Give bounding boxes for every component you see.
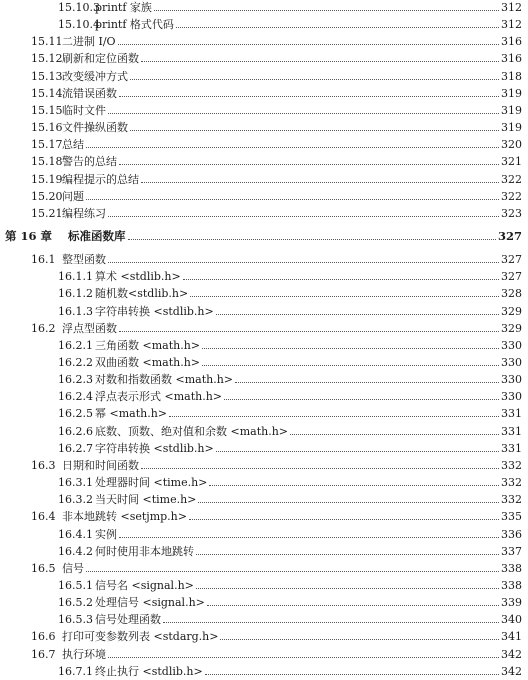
toc-entry-page: 340 xyxy=(501,613,522,627)
toc-entry[interactable] xyxy=(0,560,528,577)
toc-entry-number: 16.3 xyxy=(31,458,56,472)
dot-leader xyxy=(108,216,499,217)
toc-entry-page: 332 xyxy=(501,476,522,490)
toc-entry-title: 临时文件 xyxy=(62,103,106,117)
toc-entry-number: 16.4.1 xyxy=(58,527,93,541)
toc-entry[interactable] xyxy=(0,251,528,268)
toc-entry-title: 打印可变参数列表 <stdarg.h> xyxy=(62,630,219,644)
toc-entry-title: 双曲函数 <math.h> xyxy=(95,356,201,369)
toc-entry-number: 16.1.1 xyxy=(58,270,93,284)
dot-leader xyxy=(141,182,499,183)
toc-entry[interactable] xyxy=(0,457,528,474)
toc-entry-number: 15.11 xyxy=(31,35,63,49)
toc-entry-page: 312 xyxy=(501,1,522,14)
dot-leader xyxy=(196,554,499,555)
toc-entry-number: 15.12 xyxy=(31,52,63,66)
toc-entry[interactable] xyxy=(0,577,528,594)
toc-entry-page: 319 xyxy=(501,103,522,117)
toc-entry[interactable] xyxy=(0,440,528,457)
toc-entry-title: 总结 xyxy=(62,138,84,152)
dot-leader xyxy=(190,296,499,297)
toc-entry-page: 337 xyxy=(501,544,522,558)
toc-entry-number: 15.19 xyxy=(31,172,63,186)
toc-entry-title: 流错误函数 xyxy=(62,86,117,100)
toc-entry-title: 处理器时间 <time.h> xyxy=(95,476,208,490)
toc-entry[interactable] xyxy=(0,354,528,371)
toc-entry-page: 329 xyxy=(501,304,522,318)
toc-entry[interactable] xyxy=(0,285,528,302)
toc-entry[interactable] xyxy=(0,85,528,102)
toc-entry-title: 信号 xyxy=(62,561,84,575)
toc-entry-title: 整型函数 xyxy=(62,253,106,267)
dot-leader xyxy=(108,657,499,658)
toc-entry[interactable] xyxy=(0,611,528,628)
toc-entry-page: 341 xyxy=(501,630,522,644)
toc-entry-title: 何时使用非本地跳转 xyxy=(95,544,194,558)
toc-entry[interactable] xyxy=(0,205,528,222)
toc-entry-page: 321 xyxy=(501,155,522,169)
toc-entry[interactable] xyxy=(0,371,528,388)
toc-entry[interactable] xyxy=(0,153,528,170)
toc-entry-number: 16.2.2 xyxy=(58,356,93,369)
toc-entry-page: 339 xyxy=(501,596,522,610)
dot-leader xyxy=(141,61,499,62)
toc-entry-title: 幂 <math.h> xyxy=(95,407,168,421)
toc-entry[interactable] xyxy=(0,337,528,354)
toc-entry-number: 16.7.1 xyxy=(58,664,93,678)
toc-entry[interactable] xyxy=(0,119,528,136)
toc-entry[interactable] xyxy=(0,188,528,205)
dot-leader xyxy=(86,571,499,572)
toc-entry-page: 323 xyxy=(501,206,522,220)
toc-entry-page: 330 xyxy=(501,338,522,352)
toc-entry-page: 331 xyxy=(501,441,522,455)
toc-entry-number: 16.2.3 xyxy=(58,373,93,387)
toc-entry[interactable] xyxy=(0,50,528,67)
toc-entry-title: 字符串转换 <stdlib.h> xyxy=(95,441,214,455)
toc-entry[interactable] xyxy=(0,628,528,645)
dot-leader xyxy=(119,331,499,332)
toc-entry-title: 信号处理函数 xyxy=(95,613,161,627)
toc-entry-title: 非本地跳转 <setjmp.h> xyxy=(62,510,187,524)
toc-entry-title: 三角函数 <math.h> xyxy=(95,338,201,352)
dot-leader xyxy=(86,147,499,148)
toc-entry-title: 标准函数库 xyxy=(68,228,126,243)
dot-leader xyxy=(220,639,499,640)
toc-entry-page: 312 xyxy=(501,18,522,32)
toc-entry-title: 二进制 I/O xyxy=(62,35,116,49)
toc-entry-page: 327 xyxy=(501,253,522,267)
toc-entry-number: 16.2.4 xyxy=(58,390,93,404)
toc-entry-number: 16.1 xyxy=(31,253,56,267)
toc-entry-number: 15.21 xyxy=(31,206,63,220)
dot-leader xyxy=(189,519,499,520)
toc-entry-page: 329 xyxy=(501,321,522,335)
toc-entry-number: 16.2.5 xyxy=(58,407,93,421)
toc-entry-number: 15.14 xyxy=(31,86,63,100)
toc-entry[interactable] xyxy=(0,646,528,663)
toc-entry-page: 316 xyxy=(501,35,522,49)
toc-entry-page: 328 xyxy=(501,287,522,301)
toc-entry-number: 16.3.2 xyxy=(58,493,93,507)
toc-entry-number: 15.15 xyxy=(31,103,63,117)
dot-leader xyxy=(216,451,499,452)
dot-leader xyxy=(196,588,499,589)
toc-entry[interactable] xyxy=(0,228,528,245)
toc-entry-title: 算术 <stdlib.h> xyxy=(95,270,181,284)
toc-entry-number: 15.20 xyxy=(31,189,63,203)
toc-entry-page: 330 xyxy=(501,373,522,387)
toc-entry-number: 16.2 xyxy=(31,321,56,335)
toc-entry-title: 终止执行 <stdlib.h> xyxy=(95,664,203,678)
dot-leader xyxy=(290,434,499,435)
toc-entry-page: 320 xyxy=(501,138,522,152)
toc-entry-number: 16.2.6 xyxy=(58,424,93,438)
dot-leader xyxy=(119,537,499,538)
toc-entry-title: 浮点型函数 xyxy=(62,321,117,335)
toc-entry[interactable] xyxy=(0,33,528,50)
dot-leader xyxy=(198,502,499,503)
toc-entry-page: 331 xyxy=(501,407,522,421)
toc-entry-title: 编程练习 xyxy=(62,206,106,220)
toc-entry[interactable] xyxy=(0,16,528,33)
toc-entry-title: 当天时间 <time.h> xyxy=(95,493,197,507)
toc-entry[interactable] xyxy=(0,102,528,119)
toc-entry-number: 16.4 xyxy=(31,510,56,524)
dot-leader xyxy=(202,348,499,349)
dot-leader xyxy=(207,605,499,606)
toc-entry-number: 16.1.3 xyxy=(58,304,93,318)
toc-entry-page: 331 xyxy=(501,424,522,438)
dot-leader xyxy=(176,27,499,28)
toc-entry[interactable] xyxy=(0,268,528,285)
toc-entry-page: 319 xyxy=(501,121,522,135)
toc-entry[interactable] xyxy=(0,594,528,611)
toc-entry-page: 342 xyxy=(501,647,522,661)
dot-leader xyxy=(224,399,499,400)
dot-leader xyxy=(183,279,499,280)
toc-entry-title: 对数和指数函数 <math.h> xyxy=(95,373,234,387)
toc-entry[interactable] xyxy=(0,388,528,405)
dot-leader xyxy=(118,44,499,45)
toc-entry[interactable] xyxy=(0,0,528,16)
toc-entry[interactable] xyxy=(0,543,528,560)
toc-entry-number: 15.17 xyxy=(31,138,63,152)
toc-entry-page: 322 xyxy=(501,172,522,186)
toc-entry-title: 随机数<stdlib.h> xyxy=(95,287,189,301)
dot-leader xyxy=(163,622,499,623)
dot-leader xyxy=(154,10,499,11)
dot-leader xyxy=(119,96,499,97)
toc-entry-page: 327 xyxy=(497,228,522,243)
toc-entry-number: 16.5.3 xyxy=(58,613,93,627)
toc-entry[interactable] xyxy=(0,663,528,680)
toc-entry-title: 警告的总结 xyxy=(62,155,117,169)
toc-entry-page: 342 xyxy=(501,664,522,678)
toc-entry[interactable] xyxy=(0,508,528,525)
toc-entry-number: 16.7 xyxy=(31,647,56,661)
toc-entry-page: 335 xyxy=(501,510,522,524)
toc-entry-title: 文件操纵函数 xyxy=(62,121,128,135)
toc-entry-number: 15.16 xyxy=(31,121,63,135)
toc-entry-page: 318 xyxy=(501,69,522,83)
toc-entry-title: 执行环境 xyxy=(62,647,106,661)
toc-entry-number: 15.10.3 xyxy=(58,1,100,14)
toc-entry-title: printf 家族 xyxy=(95,1,152,14)
toc-entry-number: 16.2.1 xyxy=(58,338,93,352)
dot-leader xyxy=(169,416,499,417)
toc-entry-page: 332 xyxy=(501,493,522,507)
toc-entry-number: 16.6 xyxy=(31,630,56,644)
toc-entry-title: printf 格式代码 xyxy=(95,18,174,32)
toc-entry-title: 浮点表示形式 <math.h> xyxy=(95,390,223,404)
toc-entry-title: 刷新和定位函数 xyxy=(62,52,139,66)
toc-entry-page: 336 xyxy=(501,527,522,541)
toc-entry-number: 15.13 xyxy=(31,69,63,83)
toc-entry-title: 字符串转换 <stdlib.h> xyxy=(95,304,214,318)
toc-entry-number: 16.4.2 xyxy=(58,544,93,558)
dot-leader xyxy=(130,130,499,131)
toc-entry[interactable] xyxy=(0,303,528,320)
toc-entry-page: 330 xyxy=(501,356,522,369)
toc-entry-number: 16.1.2 xyxy=(58,287,93,301)
toc-entry-page: 316 xyxy=(501,52,522,66)
dot-leader xyxy=(86,199,499,200)
toc-entry[interactable] xyxy=(0,68,528,85)
toc-entry-number: 16.5.1 xyxy=(58,578,93,592)
toc-entry[interactable] xyxy=(0,474,528,491)
toc-entry-page: 322 xyxy=(501,189,522,203)
toc-entry-number: 16.5.2 xyxy=(58,596,93,610)
toc-entry[interactable] xyxy=(0,423,528,440)
toc-entry-title: 底数、顶数、绝对值和余数 <math.h> xyxy=(95,424,289,438)
dot-leader xyxy=(216,314,499,315)
dot-leader xyxy=(235,382,499,383)
toc-entry-title: 实例 xyxy=(95,527,117,541)
toc-entry-number: 16.2.7 xyxy=(58,441,93,455)
toc-entry[interactable] xyxy=(0,405,528,422)
toc-entry[interactable] xyxy=(0,136,528,153)
toc-entry[interactable] xyxy=(0,320,528,337)
toc-entry-number: 15.18 xyxy=(31,155,63,169)
dot-leader xyxy=(108,262,499,263)
toc-entry-page: 338 xyxy=(501,578,522,592)
toc-entry-title: 处理信号 <signal.h> xyxy=(95,596,205,610)
toc-entry-page: 338 xyxy=(501,561,522,575)
toc-entry-page: 332 xyxy=(501,458,522,472)
toc-entry-title: 信号名 <signal.h> xyxy=(95,578,194,592)
toc-entry-page: 319 xyxy=(501,86,522,100)
toc-entry-page: 327 xyxy=(501,270,522,284)
dot-leader xyxy=(209,485,499,486)
toc-entry-number: 16.3.1 xyxy=(58,476,93,490)
toc-entry[interactable] xyxy=(0,491,528,508)
dot-leader xyxy=(128,239,496,240)
toc-entry-title: 编程提示的总结 xyxy=(62,172,139,186)
toc-entry-number: 第 16 章 xyxy=(5,228,53,243)
dot-leader xyxy=(141,468,499,469)
toc-entry-page: 330 xyxy=(501,390,522,404)
toc-entry-title: 问题 xyxy=(62,189,84,203)
toc-entry-title: 日期和时间函数 xyxy=(62,458,139,472)
toc-entry-title: 改变缓冲方式 xyxy=(62,69,128,83)
toc-entry-number: 16.5 xyxy=(31,561,56,575)
toc-entry-number: 15.10.4 xyxy=(58,18,100,32)
dot-leader xyxy=(202,365,499,366)
dot-leader xyxy=(119,164,499,165)
toc-entry[interactable] xyxy=(0,526,528,543)
dot-leader xyxy=(130,79,499,80)
toc-entry[interactable] xyxy=(0,171,528,188)
dot-leader xyxy=(108,113,499,114)
